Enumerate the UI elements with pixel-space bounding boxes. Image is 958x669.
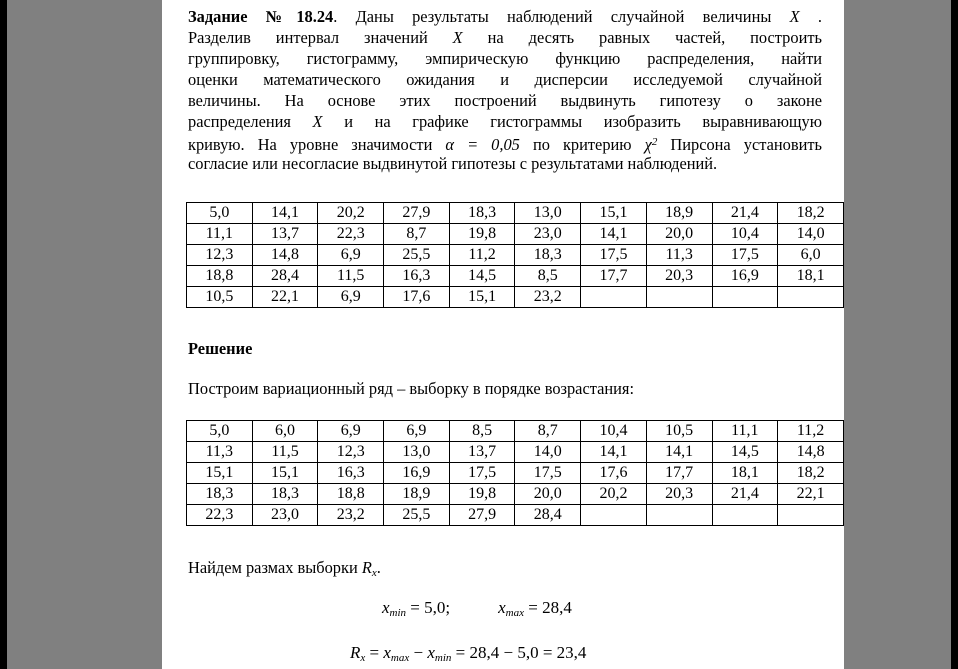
table-cell: 18,2	[778, 203, 844, 224]
min-max-formula: $x_{min} = 5,0$; $x_{max} = 28,4$	[382, 598, 572, 619]
table-cell: 11,3	[187, 442, 253, 463]
table-cell: 17,6	[581, 463, 647, 484]
table-cell: 14,0	[778, 224, 844, 245]
table-cell: 6,0	[252, 421, 318, 442]
table-row	[187, 484, 844, 505]
table-cell: 17,5	[515, 463, 581, 484]
table-cell: 14,1	[646, 442, 712, 463]
table-cell: 10,4	[581, 421, 647, 442]
table-cell: 16,9	[712, 266, 778, 287]
table-cell: 27,9	[449, 505, 515, 526]
table-cell: 8,5	[449, 421, 515, 442]
table-cell: 19,8	[449, 224, 515, 245]
table-cell: 10,5	[187, 287, 253, 308]
table-cell: 18,3	[187, 484, 253, 505]
task-line-3: группировку, гистограмму, эмпирическую функцию распределения, найти	[188, 49, 822, 68]
table-cell: 20,3	[646, 266, 712, 287]
table-cell: 20,0	[646, 224, 712, 245]
task-statement	[188, 6, 822, 174]
table-cell: 20,3	[646, 484, 712, 505]
task-line-7: кривую. На уровне значимости α = 0,05 по критерию $\chi^2$ Пирсона установить	[188, 135, 822, 154]
range-sentence: Найдем размах выборки $R_x$.	[188, 558, 381, 579]
table-cell: 11,1	[187, 224, 253, 245]
table-cell: 14,5	[449, 266, 515, 287]
table-cell: 14,0	[515, 442, 581, 463]
table-cell: 13,0	[515, 203, 581, 224]
table-cell: 11,2	[449, 245, 515, 266]
table-row	[187, 505, 844, 526]
table-cell: 25,5	[384, 505, 450, 526]
table-cell: 23,0	[252, 505, 318, 526]
table-cell: 11,3	[646, 245, 712, 266]
table-cell	[646, 287, 712, 308]
table-cell: 22,3	[318, 224, 384, 245]
table-cell: 11,5	[252, 442, 318, 463]
table-cell: 18,1	[712, 463, 778, 484]
table-row	[187, 245, 844, 266]
sorted-sample-table	[186, 420, 844, 526]
table-row	[187, 224, 844, 245]
table-cell: 6,9	[318, 421, 384, 442]
table-cell: 5,0	[187, 203, 253, 224]
table-cell: 12,3	[187, 245, 253, 266]
table-cell: 15,1	[187, 463, 253, 484]
table-cell: 14,5	[712, 442, 778, 463]
table-cell: 17,6	[384, 287, 450, 308]
table-cell	[581, 505, 647, 526]
table-cell	[581, 287, 647, 308]
table-cell: 14,8	[252, 245, 318, 266]
table-cell: 17,5	[712, 245, 778, 266]
table-row	[187, 203, 844, 224]
table-row	[187, 266, 844, 287]
table-cell: 18,9	[646, 203, 712, 224]
table-cell: 12,3	[318, 442, 384, 463]
table-cell: 13,7	[252, 224, 318, 245]
table-cell: 18,2	[778, 463, 844, 484]
task-line-8: согласие или несогласие выдвинутой гипотезы с результатами наблюдений.	[188, 154, 718, 173]
observations-table	[186, 202, 844, 308]
table-cell	[712, 287, 778, 308]
table-cell: 6,9	[318, 245, 384, 266]
table-cell	[778, 505, 844, 526]
task-line-1: Задание №18.24. Даны результаты наблюдений случайной величины X .	[188, 7, 822, 26]
table-cell: 14,8	[778, 442, 844, 463]
table-cell: 21,4	[712, 484, 778, 505]
right-border	[951, 0, 958, 669]
table-cell: 27,9	[384, 203, 450, 224]
table-cell: 18,8	[318, 484, 384, 505]
table-cell: 13,0	[384, 442, 450, 463]
table-cell: 18,3	[252, 484, 318, 505]
table-cell: 17,7	[581, 266, 647, 287]
table-row	[187, 421, 844, 442]
table-cell: 8,5	[515, 266, 581, 287]
table-cell: 6,9	[384, 421, 450, 442]
table-cell: 8,7	[384, 224, 450, 245]
table-cell: 13,7	[449, 442, 515, 463]
table-cell	[646, 505, 712, 526]
table-cell: 14,1	[252, 203, 318, 224]
table-cell: 16,3	[384, 266, 450, 287]
table-cell: 11,1	[712, 421, 778, 442]
table-cell: 25,5	[384, 245, 450, 266]
alpha-expression: α = 0,05	[445, 135, 520, 154]
task-line-6: распределения X и на графике гистограммы изобразить выравнивающую	[188, 112, 822, 131]
table-cell: 28,4	[252, 266, 318, 287]
table-cell: 18,9	[384, 484, 450, 505]
table-cell: 11,2	[778, 421, 844, 442]
table-cell: 8,7	[515, 421, 581, 442]
table-row	[187, 463, 844, 484]
table-cell: 17,5	[449, 463, 515, 484]
table-cell: 22,1	[252, 287, 318, 308]
table-cell: 16,9	[384, 463, 450, 484]
task-line-5: величины. На основе этих построений выдвинуть гипотезу о законе	[188, 91, 822, 110]
table-cell: 10,5	[646, 421, 712, 442]
table-cell: 14,1	[581, 224, 647, 245]
table-cell: 18,3	[515, 245, 581, 266]
table-cell: 22,3	[187, 505, 253, 526]
task-title: Задание №18.24	[188, 7, 334, 26]
table-cell: 20,0	[515, 484, 581, 505]
table-cell: 17,7	[646, 463, 712, 484]
table-cell: 28,4	[515, 505, 581, 526]
table-cell: 15,1	[252, 463, 318, 484]
table-cell: 19,8	[449, 484, 515, 505]
solution-heading: Решение	[188, 339, 253, 358]
table-cell: 6,9	[318, 287, 384, 308]
table-cell: 10,4	[712, 224, 778, 245]
table-cell: 20,2	[581, 484, 647, 505]
document-page	[162, 0, 844, 669]
table-cell: 15,1	[581, 203, 647, 224]
table-cell: 23,0	[515, 224, 581, 245]
table-row	[187, 287, 844, 308]
table-cell: 21,4	[712, 203, 778, 224]
table-cell: 17,5	[581, 245, 647, 266]
table-cell: 23,2	[515, 287, 581, 308]
left-border	[0, 0, 7, 669]
table-cell: 18,8	[187, 266, 253, 287]
table-cell	[778, 287, 844, 308]
table-cell	[712, 505, 778, 526]
table-cell: 5,0	[187, 421, 253, 442]
table-row	[187, 442, 844, 463]
table-cell: 22,1	[778, 484, 844, 505]
table-cell: 15,1	[449, 287, 515, 308]
variation-sentence: Построим вариационный ряд – выборку в порядке возрастания:	[188, 379, 635, 398]
table-cell: 18,1	[778, 266, 844, 287]
table-cell: 20,2	[318, 203, 384, 224]
table-cell: 14,1	[581, 442, 647, 463]
table-cell: 23,2	[318, 505, 384, 526]
task-line-4: оценки математического ожидания и дисперсии исследуемой случайной	[188, 70, 822, 89]
table-cell: 16,3	[318, 463, 384, 484]
table-cell: 11,5	[318, 266, 384, 287]
range-formula: $R_x = x_{max} - x_{min} = 28,4 - 5,0 = 23,4$	[350, 643, 587, 664]
table-cell: 6,0	[778, 245, 844, 266]
table-cell: 18,3	[449, 203, 515, 224]
chi-symbol: $\chi^2$	[644, 135, 658, 154]
task-line-2: Разделив интервал значений X на десять равных частей, построить	[188, 28, 822, 47]
